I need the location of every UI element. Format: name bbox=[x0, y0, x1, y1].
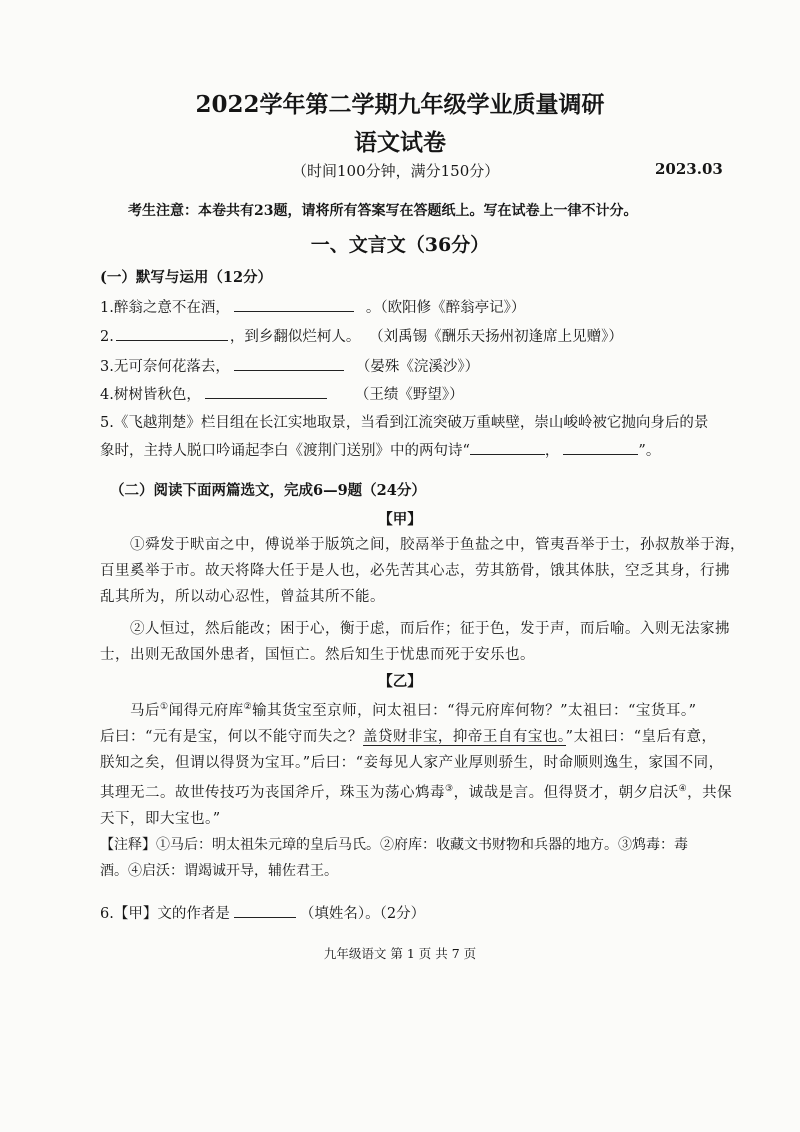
underlined-sentence: 盖贷财非宝，抑帝王自有宝也。 bbox=[362, 728, 566, 745]
question-1 bbox=[100, 296, 525, 317]
jia-p2-line2: 士，出则无敌国外患者，国恒亡。然后知生于忧患而死于安乐也。 bbox=[100, 647, 535, 663]
q1-source: 。（欧阳修《醉翁亭记》） bbox=[365, 300, 526, 316]
q3-text: 3.无可奈何花落去， bbox=[100, 359, 230, 375]
question-5-line2 bbox=[100, 439, 660, 460]
note-ref-1: ① bbox=[160, 702, 169, 712]
q4-answer-blank bbox=[205, 386, 327, 399]
q5-end: ”。 bbox=[638, 443, 661, 459]
q6-suffix: （填姓名）。（2分） bbox=[299, 906, 426, 922]
q6-text: 6.【甲】文的作者是 bbox=[100, 906, 230, 922]
exam-title: 2022学年第二学期九年级学业质量调研 bbox=[195, 91, 605, 118]
yi-line1-b: 闻得元府库 bbox=[168, 702, 244, 719]
q5-answer-blank-1 bbox=[470, 442, 545, 455]
yi-line2-b: ”太祖曰：“皇后有意， bbox=[565, 728, 717, 745]
q1-text: 1.醉翁之意不在酒， bbox=[100, 300, 230, 316]
yi-line4-a: 其理无二。故世传技巧为丧国斧斤，珠玉为荡心鸩毒 bbox=[100, 784, 445, 801]
q3-answer-blank bbox=[234, 358, 344, 371]
q2-answer-blank bbox=[116, 328, 228, 341]
q5-text: 象时，主持人脱口吟诵起李白《渡荆门送别》中的两句诗“ bbox=[100, 443, 470, 459]
question-2 bbox=[100, 325, 623, 346]
yi-line2 bbox=[100, 724, 732, 750]
jia-p2-line1: ②人恒过，然后能改；困于心，衡于虑，而后作；征于色，发于声，而后喻。入则无法家拂 bbox=[130, 621, 730, 637]
q2-source: （刘禹锡《酬乐天扬州初逢席上见赠》） bbox=[376, 329, 623, 345]
yi-line4-c: ，共保 bbox=[687, 784, 733, 801]
q5-answer-blank-2 bbox=[563, 442, 638, 455]
yi-line5: 天下，即大宝也。” bbox=[100, 810, 221, 827]
yi-line2-a: 后曰：“元有是宝，何以不能守而失之？ bbox=[100, 728, 363, 745]
jia-p1-line1: ①舜发于畎亩之中，傅说举于版筑之间，胶鬲举于鱼盐之中，管夷吾举于士，孙叔敖举于海， bbox=[130, 537, 745, 553]
part2-heading: （二）阅读下面两篇选文，完成6—9题（24分） bbox=[110, 482, 426, 499]
note-ref-4: ④ bbox=[678, 783, 688, 794]
yi-line1-a: 马后 bbox=[130, 702, 160, 719]
q5-separator: ， bbox=[544, 443, 560, 459]
exam-subtitle: 语文试卷 bbox=[354, 129, 446, 156]
yi-line1 bbox=[100, 694, 732, 724]
q4-source: （王绩《野望》） bbox=[354, 387, 464, 403]
notes-line1: 【注释】①马后：明太祖朱元璋的皇后马氏。②府库：收藏文书财物和兵器的地方。③鸩毒：毒 bbox=[100, 837, 688, 853]
yi-line1-c: 输其货宝至京师，问太祖曰：“得元府库何物？”太祖曰：“宝货耳。” bbox=[252, 702, 697, 719]
question-5-line1: 5.《飞越荆楚》栏目组在长江实地取景，当看到江流突破万重峡壁，崇山峻岭被它抛向身后的景 bbox=[100, 415, 709, 431]
passage-yi-label: 【乙】 bbox=[378, 673, 422, 690]
notes-line2: 酒。④启沃：谓竭诚开导，辅佐君王。 bbox=[100, 863, 338, 879]
annotations bbox=[100, 832, 688, 884]
question-4 bbox=[100, 383, 464, 404]
q4-text: 4.树树皆秋色， bbox=[100, 387, 201, 403]
yi-line4 bbox=[100, 776, 732, 806]
candidate-notice: 考生注意：本卷共有23题，请将所有答案写在答题纸上。写在试卷上一律不计分。 bbox=[128, 203, 638, 219]
passage-yi bbox=[100, 694, 732, 832]
question-6 bbox=[100, 902, 425, 923]
q2-text: ，到乡翻似烂柯人。 bbox=[229, 329, 361, 345]
part1-heading: (一）默写与运用（12分） bbox=[100, 269, 273, 286]
yi-line3: 朕知之矣，但谓以得贤为宝耳。”后曰：“妾每见人家产业厚则骄生，时命顺则逸生，家国不同， bbox=[100, 754, 724, 771]
jia-p1-line2: 百里奚举于市。故天将降大任于是人也，必先苦其心志，劳其筋骨，饿其体肤，空乏其身，行拂 bbox=[100, 563, 730, 579]
time-info: （时间100分钟，满分150分） bbox=[292, 162, 500, 180]
page-footer: 九年级语文 第 1 页 共 7 页 bbox=[323, 946, 477, 961]
jia-p1-line3: 乱其所为，所以动心忍性，曾益其所不能。 bbox=[100, 589, 385, 605]
yi-line4-b: ，诚哉是言。但得贤才，朝夕启沃 bbox=[453, 784, 679, 801]
note-ref-2: ② bbox=[243, 702, 253, 712]
q2-number: 2. bbox=[100, 329, 114, 345]
q3-source: （晏殊《浣溪沙》） bbox=[355, 359, 480, 375]
note-ref-3: ③ bbox=[445, 783, 454, 794]
passage-jia bbox=[100, 532, 745, 668]
exam-date: 2023.03 bbox=[655, 160, 723, 178]
section-heading: 一、文言文（36分） bbox=[310, 234, 490, 256]
passage-jia-label: 【甲】 bbox=[378, 511, 422, 528]
q1-answer-blank bbox=[234, 299, 354, 312]
question-3 bbox=[100, 355, 479, 376]
q6-answer-blank bbox=[234, 905, 296, 918]
